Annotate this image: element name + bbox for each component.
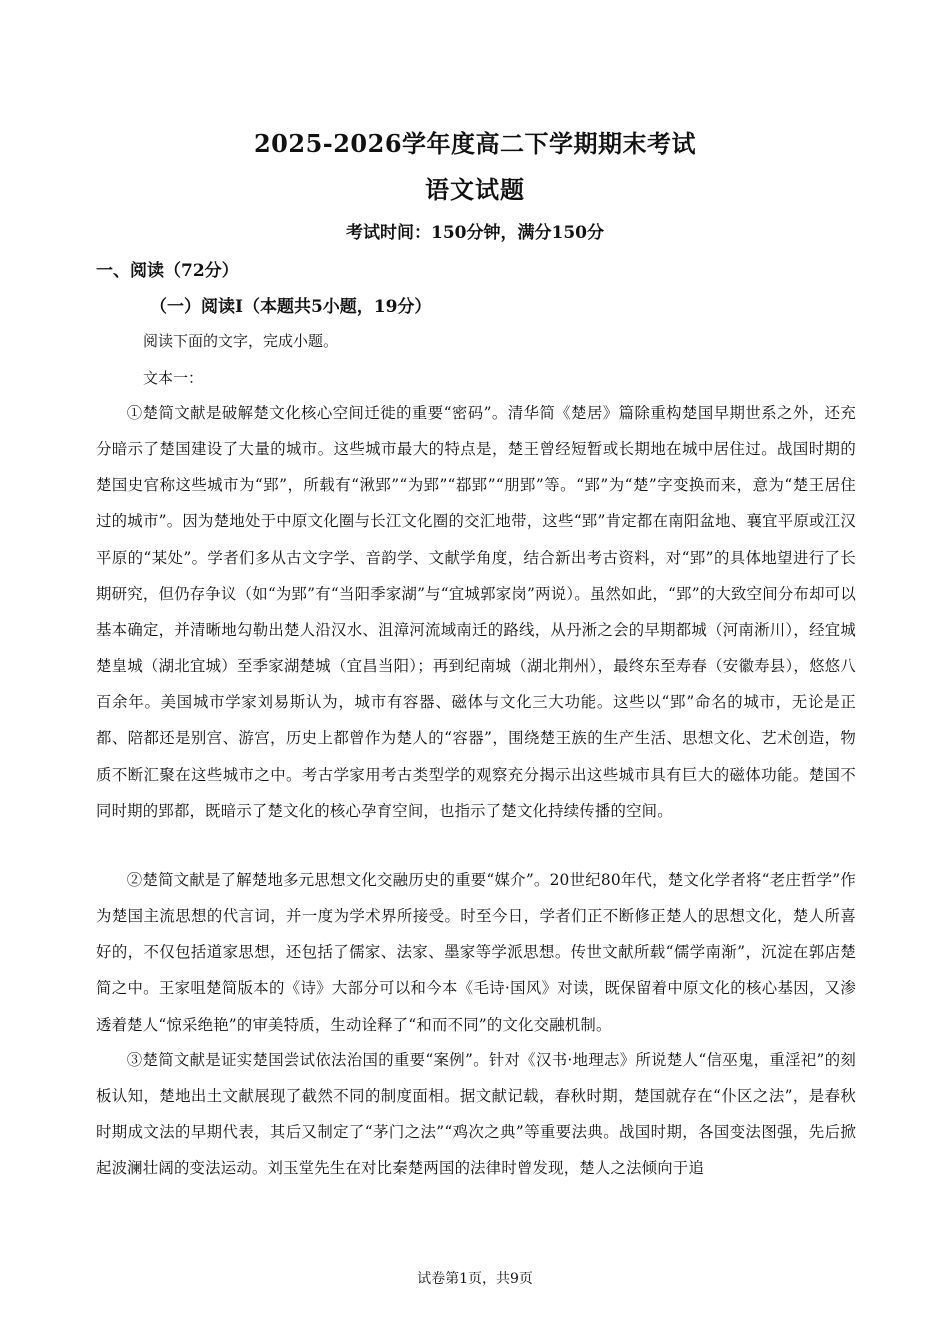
subject-title: 语文试题	[425, 175, 525, 204]
text-label: 文本一：	[143, 369, 204, 387]
exam-info: 考试时间：150分钟，满分150分	[346, 223, 604, 243]
paragraph-1: ①楚简文献是破解楚文化核心空间迁徙的重要“密码”。清华简《楚居》篇除重构楚国早期世系之外，还充分暗示了楚国建设了大量的城市。这些城市最大的特点是，楚王曾经短暂或长期地在城中居住过。战国时期的楚国史官称这些城市为“郢”，所载有“湫郢”“为郢”“鄀郢”“朋郢”等。“郢”为“楚”字变换而来，意为“楚王居住过的城市”。因为楚地处于中原文化圈与长江文化圈的交汇地带，这些“郢”肯定都在南阳盆地、襄宜平原或江汉平原的“某处”。学者们多从古文字学、音韵学、文献学角度，结合新出考古资料，对“郢”的具体地望进行了长期研究，但仍存争议（如“为郢”有“当阳季家湖”与“宜城郭家岗”两说）。虽然如此，“郢”的大致空间分布却可以基本确定，并清晰地勾勒出楚人沿汉水、沮漳河流域南迁的路线，从丹淅之会的早期都城（河南淅川），经宜城楚皇城（湖北宜城）至季家湖楚城（宜昌当阳）；再到纪南城（湖北荆州），最终东至寿春（安徽寿县），悠悠八百余年。美国城市学家刘易斯认为，城市有容器、磁体与文化三大功能。这些以“郢”命名的城市，无论是正都、陪都还是别宫、游宫，历史上都曾作为楚人的“容器”，围绕楚王族的生产生活、思想文化、艺术创造，物质不断汇聚在这些城市之中。考古学家用考古类型学的观察充分揭示出这些城市具有巨大的磁体功能。楚国不同时期的郢都，既暗示了楚文化的核心孕育空间，也指示了楚文化持续传播的空间。	[96, 404, 856, 820]
paragraph-3: ③楚简文献是证实楚国尝试依法治国的重要“案例”。针对《汉书·地理志》所说楚人“信巫鬼，重淫祀”的刻板认知，楚地出土文献展现了截然不同的制度面相。据文献记载，春秋时期，楚国就存在“仆区之法”，是春秋时期成文法的早期代表，其后又制定了“茅门之法”“鸡次之典”等重要法典。战国时期，各国变法图强，先后掀起波澜壮阔的变法运动。刘玉堂先生在对比秦楚两国的法律时曾发现，楚人之法倾向于追	[96, 1051, 856, 1178]
instruction-text: 阅读下面的文字，完成小题。	[143, 332, 339, 350]
page-footer: 试卷第1页，共9页	[417, 1271, 533, 1287]
section-heading: 一、阅读（72分）	[96, 261, 239, 281]
paragraph-2: ②楚简文献是了解楚地多元思想文化交融历史的重要“媒介”。20世纪80年代，楚文化学者将“老庄哲学”作为楚国主流思想的代言词，并一度为学术界所接受。时至今日，学者们正不断修正楚人的思想文化，楚人所喜好的，不仅包括道家思想，还包括了儒家、法家、墨家等学派思想。传世文献所载“儒学南渐”，沉淀在郭店楚简之中。王家咀楚简版本的《诗》大部分可以和今本《毛诗·国风》对读，既保留着中原文化的核心基因，又渗透着楚人“惊采绝艳”的审美特质，生动诠释了“和而不同”的文化交融机制。	[96, 871, 856, 1034]
subsection-heading: （一）阅读Ⅰ（本题共5小题，19分）	[150, 297, 432, 317]
exam-title: 2025-2026学年度高二下学期期末考试	[253, 129, 697, 158]
